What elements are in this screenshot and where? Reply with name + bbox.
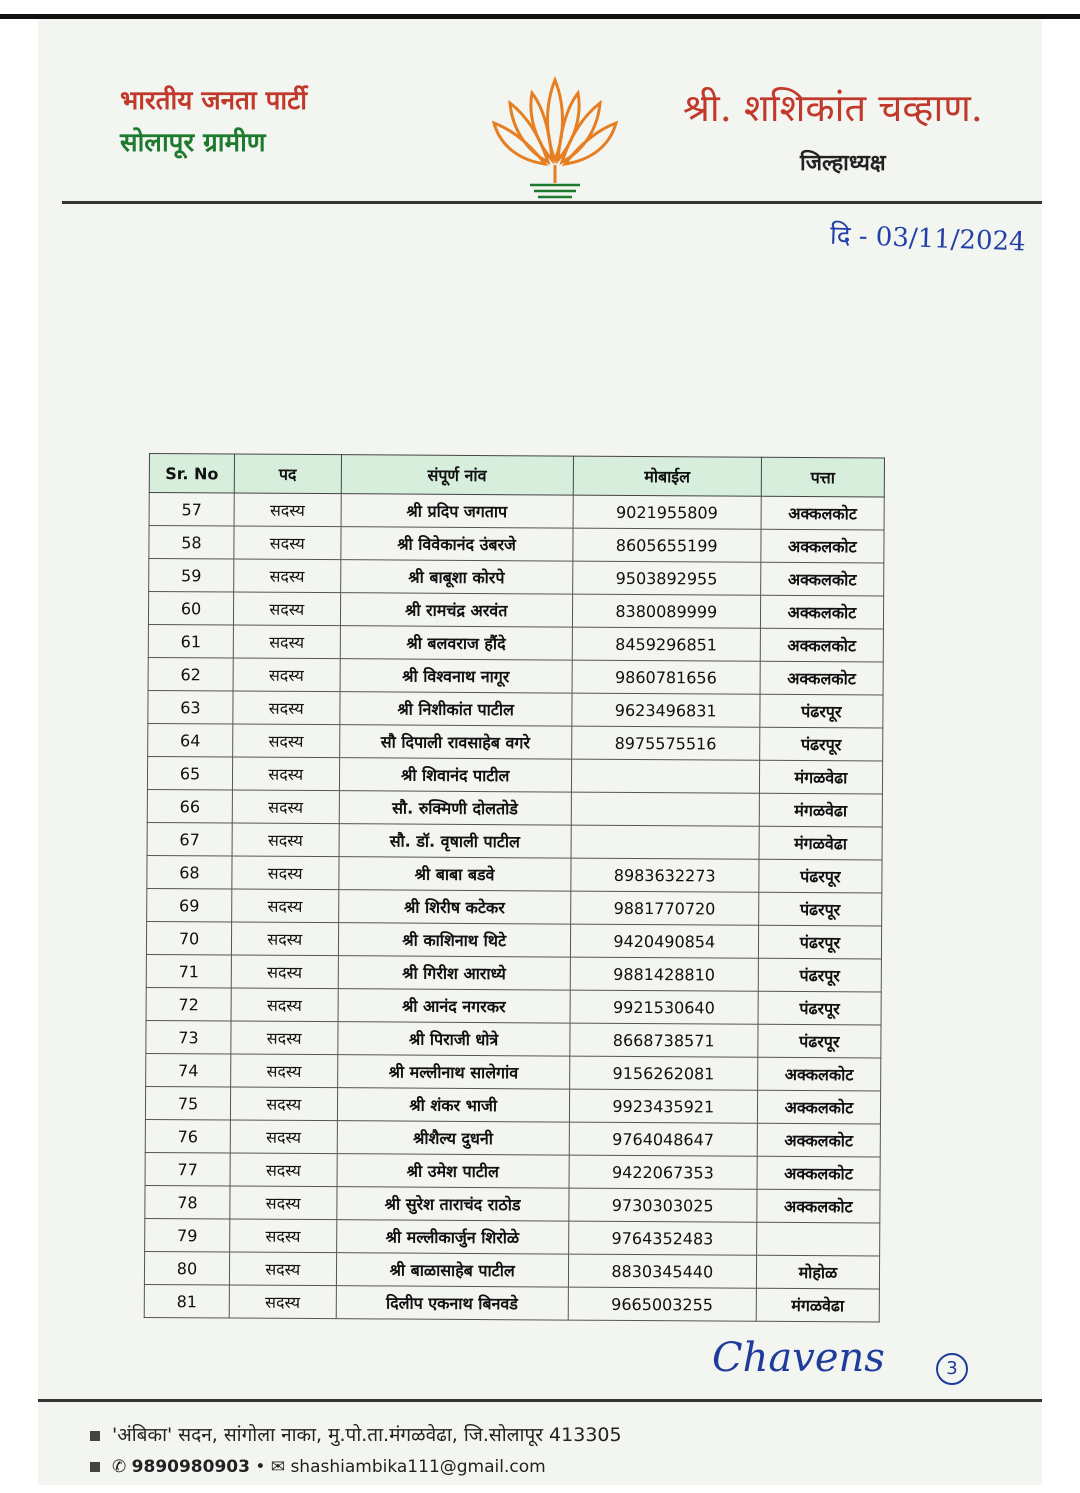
cell-post: सदस्य	[232, 856, 339, 890]
cell-address: अक्कलकोट	[757, 1123, 880, 1157]
cell-full-name: दिलीप एकनाथ बिनवडे	[336, 1286, 568, 1320]
cell-mobile: 8975575516	[571, 726, 759, 760]
table-row	[149, 493, 884, 530]
cell-address: पंढरपूर	[758, 892, 881, 926]
table-row	[147, 756, 882, 793]
table-row	[148, 690, 883, 727]
cell-post: सदस्य	[232, 757, 339, 791]
table-row	[149, 526, 884, 563]
cell-mobile: 9764352483	[568, 1221, 756, 1255]
leader-role: जिल्हाध्यक्ष	[800, 151, 886, 176]
cell-post: सदस्य	[229, 1252, 336, 1286]
cell-sr-no: 80	[144, 1251, 229, 1285]
bullet-icon	[90, 1462, 100, 1472]
header-mobile: मोबाईल	[573, 456, 761, 496]
cell-mobile: 8830345440	[568, 1254, 756, 1288]
leader-name: श्री. शशिकांत चव्हाण.	[683, 86, 983, 130]
org-unit: सोलापूर ग्रामीण	[120, 128, 266, 158]
table-row	[146, 987, 881, 1024]
table-row	[146, 921, 881, 958]
cell-post: सदस्य	[229, 1285, 336, 1319]
cell-full-name: श्री निशीकांत पाटील	[339, 692, 571, 726]
table-row	[147, 855, 882, 892]
cell-sr-no: 64	[148, 723, 233, 757]
cell-address: पंढरपूर	[760, 694, 883, 728]
cell-post: सदस्य	[231, 1021, 338, 1055]
cell-address: पंढरपूर	[759, 859, 882, 893]
cell-full-name: सौ दिपाली रावसाहेब वगरे	[339, 725, 571, 759]
cell-mobile	[571, 759, 759, 793]
cell-sr-no: 75	[145, 1086, 230, 1120]
cell-post: सदस्य	[231, 955, 338, 989]
cell-sr-no: 78	[145, 1185, 230, 1219]
cell-address: पंढरपूर	[758, 991, 881, 1025]
table-row	[148, 592, 883, 629]
table-row	[146, 1053, 881, 1090]
cell-post: सदस्य	[232, 823, 339, 857]
cell-address: मंगळवेढा	[759, 793, 882, 827]
cell-full-name: श्री बाबूशा कोरपे	[340, 560, 572, 594]
cell-sr-no: 65	[147, 756, 232, 790]
handwritten-date: दि - 03/11/2024	[829, 220, 1027, 258]
cell-mobile: 9881428810	[570, 957, 758, 991]
bullet-icon	[90, 1431, 100, 1441]
cell-address: अक्कलकोट	[760, 562, 883, 596]
cell-mobile: 8605655199	[573, 528, 761, 562]
cell-address: मंगळवेढा	[759, 760, 882, 794]
cell-mobile: 9860781656	[572, 660, 760, 694]
cell-sr-no: 79	[145, 1218, 230, 1252]
letterhead-page	[38, 19, 1042, 1485]
cell-address: पंढरपूर	[758, 1024, 881, 1058]
cell-address: अक्कलकोट	[760, 661, 883, 695]
cell-sr-no: 74	[146, 1053, 231, 1087]
cell-address: अक्कलकोट	[761, 496, 884, 530]
table-row	[147, 822, 882, 859]
cell-post: सदस्य	[234, 559, 341, 593]
cell-mobile: 9422067353	[569, 1155, 757, 1189]
cell-post: सदस्य	[230, 1219, 337, 1253]
footer-contact	[90, 1457, 546, 1477]
table-row	[147, 888, 882, 925]
cell-full-name: श्री रामचंद्र अरवंत	[340, 593, 572, 627]
cell-full-name: श्री शंकर भाजी	[337, 1088, 569, 1122]
cell-mobile: 8668738571	[570, 1023, 758, 1057]
cell-mobile	[571, 825, 759, 859]
cell-full-name: श्री विश्वनाथ नागूर	[340, 659, 572, 693]
cell-mobile: 8983632273	[571, 858, 759, 892]
org-name: भारतीय जनता पार्टी	[120, 86, 307, 116]
cell-full-name: श्री बाळासाहेब पाटील	[336, 1253, 568, 1287]
cell-sr-no: 76	[145, 1119, 230, 1153]
cell-full-name: सौ. डॉ. वृषाली पाटील	[339, 824, 571, 858]
table-row	[146, 954, 881, 991]
members-table	[144, 453, 885, 1322]
cell-post: सदस्य	[233, 724, 340, 758]
cell-mobile: 9021955809	[573, 495, 761, 529]
cell-address: अक्कलकोट	[761, 529, 884, 563]
cell-mobile: 9730303025	[569, 1188, 757, 1222]
phone-icon: ✆	[112, 1457, 127, 1477]
table-row	[148, 657, 883, 694]
cell-post: सदस्य	[234, 493, 341, 527]
mail-icon: ✉	[270, 1457, 286, 1477]
table-row	[145, 1218, 880, 1255]
cell-sr-no: 77	[145, 1152, 230, 1186]
cell-mobile: 8459296851	[572, 627, 760, 661]
cell-sr-no: 73	[146, 1020, 231, 1054]
cell-post: सदस्य	[230, 1186, 337, 1220]
cell-post: सदस्य	[233, 691, 340, 725]
cell-mobile: 9420490854	[570, 924, 758, 958]
cell-full-name: श्री विवेकानंद उंबरजे	[340, 527, 572, 561]
cell-address: अक्कलकोट	[757, 1090, 880, 1124]
cell-address: अक्कलकोट	[757, 1057, 880, 1091]
cell-address: पंढरपूर	[759, 727, 882, 761]
cell-post: सदस्य	[232, 889, 339, 923]
cell-post: सदस्य	[233, 592, 340, 626]
header-address: पत्ता	[761, 457, 884, 497]
table-row	[145, 1185, 880, 1222]
table-row	[148, 624, 883, 661]
header-divider	[62, 201, 1042, 204]
cell-sr-no: 66	[147, 789, 232, 823]
cell-mobile: 9921530640	[570, 990, 758, 1024]
footer-address	[90, 1421, 622, 1447]
cell-post: सदस्य	[230, 1120, 337, 1154]
cell-sr-no: 63	[148, 690, 233, 724]
cell-post: सदस्य	[231, 1054, 338, 1088]
signature: Chavens	[712, 1335, 885, 1381]
table-row	[149, 559, 884, 596]
cell-mobile: 9156262081	[569, 1056, 757, 1090]
cell-full-name: श्री प्रदिप जगताप	[341, 494, 573, 528]
table-row	[144, 1251, 879, 1288]
table-row	[147, 789, 882, 826]
cell-sr-no: 70	[146, 921, 231, 955]
cell-sr-no: 57	[149, 493, 234, 527]
cell-sr-no: 61	[148, 624, 233, 658]
cell-full-name: श्री बलवराज हौंदे	[340, 626, 572, 660]
cell-post: सदस्य	[230, 1087, 337, 1121]
page-number: 3	[936, 1353, 968, 1385]
address-text: 'अंबिका' सदन, सांगोला नाका, मु.पो.ता.मंगळवेढा, जि.सोलापूर 413305	[112, 1424, 622, 1446]
cell-address: मोहोळ	[756, 1255, 879, 1289]
table-row	[146, 1020, 881, 1057]
cell-full-name: सौ. रुक्मिणी दोलतोडे	[339, 791, 571, 825]
footer-divider	[38, 1399, 1042, 1402]
cell-full-name: श्री उमेश पाटील	[337, 1154, 569, 1188]
cell-full-name: श्री शिवानंद पाटील	[339, 758, 571, 792]
separator: •	[255, 1457, 271, 1477]
cell-mobile	[571, 792, 759, 826]
cell-mobile: 9623496831	[572, 693, 760, 727]
cell-address: अक्कलकोट	[760, 595, 883, 629]
cell-address: अक्कलकोट	[760, 628, 883, 662]
header-sr-no: Sr. No	[149, 454, 234, 494]
cell-post: सदस्य	[233, 658, 340, 692]
cell-post: सदस्य	[234, 526, 341, 560]
cell-full-name: श्री काशिनाथ थिटे	[338, 923, 570, 957]
header-post: पद	[234, 454, 341, 494]
cell-post: सदस्य	[232, 790, 339, 824]
cell-sr-no: 71	[146, 954, 231, 988]
cell-address	[756, 1222, 879, 1256]
cell-post: सदस्य	[231, 922, 338, 956]
lotus-icon	[490, 65, 620, 200]
cell-address: मंगळवेढा	[756, 1288, 879, 1322]
cell-mobile: 8380089999	[572, 594, 760, 628]
cell-address: अक्कलकोट	[757, 1189, 880, 1223]
cell-full-name: श्री गिरीश आराध्ये	[338, 956, 570, 990]
cell-sr-no: 69	[147, 888, 232, 922]
cell-sr-no: 68	[147, 855, 232, 889]
cell-full-name: श्री आनंद नगरकर	[338, 989, 570, 1023]
cell-sr-no: 59	[149, 559, 234, 593]
cell-sr-no: 81	[144, 1284, 229, 1318]
header-full-name: संपूर्ण नांव	[341, 455, 573, 495]
cell-full-name: श्री पिराजी धोत्रे	[337, 1022, 569, 1056]
cell-post: सदस्य	[230, 1153, 337, 1187]
cell-full-name: श्री बाबा बडवे	[338, 857, 570, 891]
cell-mobile: 9764048647	[569, 1122, 757, 1156]
phone-number: 9890980903	[131, 1457, 250, 1477]
cell-address: पंढरपूर	[758, 925, 881, 959]
cell-full-name: श्री शिरीष कटेकर	[338, 890, 570, 924]
cell-post: सदस्य	[231, 988, 338, 1022]
table-row	[144, 1284, 879, 1321]
cell-mobile: 9665003255	[568, 1287, 756, 1321]
cell-post: सदस्य	[233, 625, 340, 659]
cell-address: मंगळवेढा	[759, 826, 882, 860]
cell-mobile: 9503892955	[572, 561, 760, 595]
cell-sr-no: 58	[149, 526, 234, 560]
table-row	[148, 723, 883, 760]
cell-sr-no: 62	[148, 657, 233, 691]
cell-full-name: श्री मल्लीकार्जुन शिरोळे	[336, 1220, 568, 1254]
cell-full-name: श्रीशैल्य दुधनी	[337, 1121, 569, 1155]
email-address: shashiambika111@gmail.com	[290, 1457, 546, 1477]
table-row	[145, 1086, 880, 1123]
cell-sr-no: 67	[147, 822, 232, 856]
cell-sr-no: 72	[146, 987, 231, 1021]
cell-mobile: 9881770720	[570, 891, 758, 925]
table-row	[145, 1119, 880, 1156]
cell-sr-no: 60	[148, 592, 233, 626]
cell-full-name: श्री मल्लीनाथ सालेगांव	[337, 1055, 569, 1089]
cell-full-name: श्री सुरेश ताराचंद राठोड	[336, 1187, 568, 1221]
cell-address: अक्कलकोट	[757, 1156, 880, 1190]
cell-address: पंढरपूर	[758, 958, 881, 992]
table-header-row	[149, 454, 884, 497]
table-row	[145, 1152, 880, 1189]
cell-mobile: 9923435921	[569, 1089, 757, 1123]
